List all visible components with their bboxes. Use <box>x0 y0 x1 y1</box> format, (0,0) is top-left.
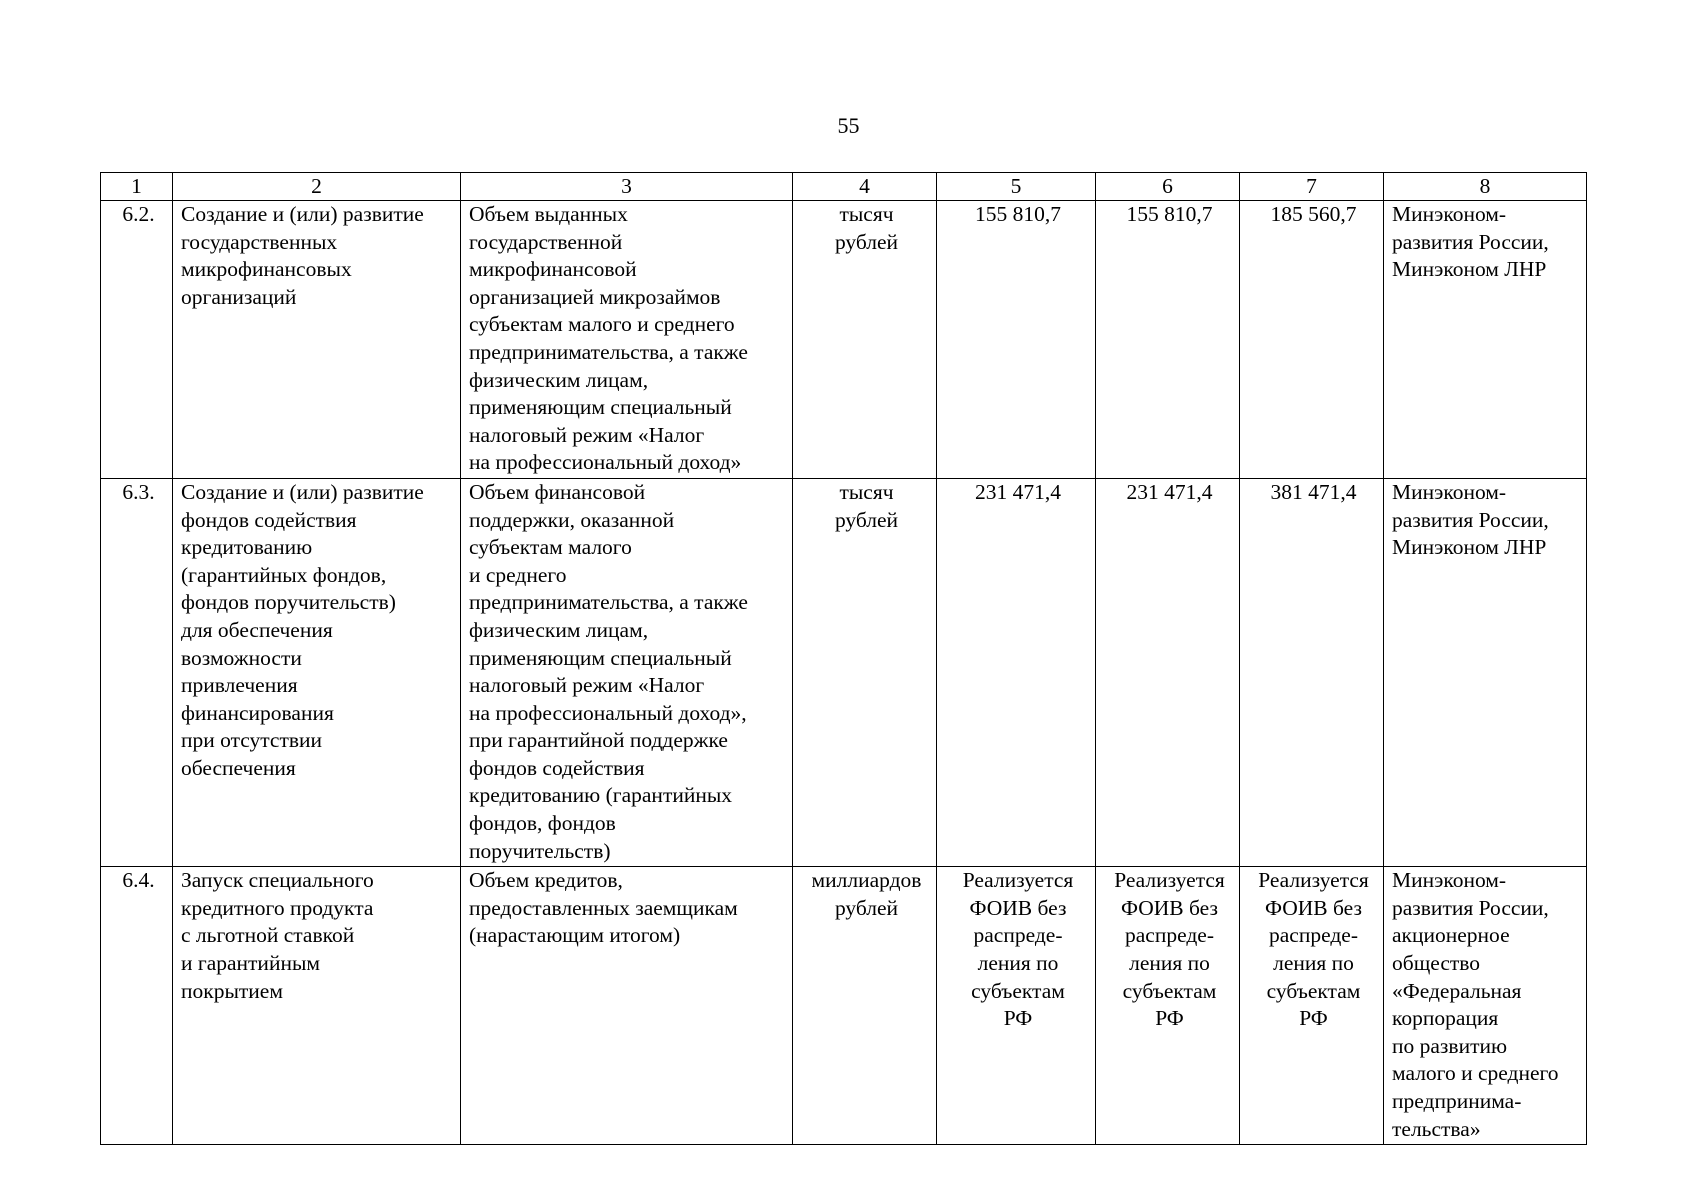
text-line: общество <box>1392 951 1481 976</box>
table-row <box>101 867 1587 1145</box>
text-line: на профессиональный доход», <box>469 700 747 725</box>
indicators-table <box>100 172 1587 1145</box>
text-line: 231 471,4 <box>1126 479 1213 504</box>
text-line: ФОИВ без <box>1121 895 1218 920</box>
text-line: 185 560,7 <box>1270 202 1357 226</box>
text-line: привлечения <box>181 673 298 698</box>
text-line: ления по <box>1129 951 1210 976</box>
text-line: акционерное <box>1392 923 1510 948</box>
indicator-name <box>461 478 793 866</box>
text-line: Реализуется <box>1114 868 1225 893</box>
text-line: и среднего <box>469 562 567 587</box>
text-line: предпринимательства, а также <box>469 339 748 364</box>
text-line: развития России, <box>1392 895 1549 920</box>
text-line: рублей <box>834 895 899 920</box>
value-col-5 <box>937 478 1096 866</box>
text-line: (гарантийных фондов, <box>181 562 387 587</box>
value-col-7 <box>1240 478 1384 866</box>
text-line: Запуск специального <box>181 868 374 893</box>
text-line: при гарантийной поддержке <box>469 728 728 753</box>
text-line: ФОИВ без <box>1265 895 1362 920</box>
unit-of-measure <box>793 201 937 479</box>
column-header: 7 <box>1240 173 1384 201</box>
text-line: субъектам малого и среднего <box>469 312 735 337</box>
text-line: Реализуется <box>1258 868 1369 893</box>
text-line: по развитию <box>1392 1033 1508 1058</box>
indicator-name <box>461 201 793 479</box>
text-line: корпорация <box>1392 1006 1499 1031</box>
text-line: фондов содействия <box>181 507 357 532</box>
text-line: кредитованию (гарантийных <box>469 783 733 808</box>
column-header: 8 <box>1384 173 1587 201</box>
value-col-5 <box>937 201 1096 479</box>
text-line: предпринима- <box>1392 1089 1522 1113</box>
text-line: применяющим специальный <box>469 395 732 420</box>
text-line: налоговый режим «Налог <box>469 422 705 447</box>
value-col-6 <box>1096 867 1240 1145</box>
value-col-6 <box>1096 478 1240 866</box>
row-number: 6.3. <box>101 478 173 866</box>
text-line: миллиардов <box>811 868 922 893</box>
text-line: ления по <box>1273 951 1354 976</box>
row-number: 6.4. <box>101 867 173 1145</box>
text-line: финансирования <box>181 700 334 725</box>
text-line: при отсутствии <box>181 728 323 753</box>
text-line: фондов поручительств) <box>181 590 396 615</box>
text-line: 381 471,4 <box>1270 479 1357 504</box>
text-line: субъектам малого <box>469 535 632 560</box>
text-line: покрытием <box>181 978 283 1003</box>
text-line: фондов, фондов <box>469 811 616 836</box>
text-line: 155 810,7 <box>975 202 1061 226</box>
text-line: тельства» <box>1392 1116 1481 1141</box>
text-line: тысяч <box>839 202 894 226</box>
text-line: государственной <box>469 229 623 254</box>
value-col-7 <box>1240 867 1384 1145</box>
text-line: физическим лицам, <box>469 367 649 392</box>
unit-of-measure <box>793 478 937 866</box>
text-line: физическим лицам, <box>469 617 649 642</box>
table-row <box>101 478 1587 866</box>
text-line: распреде- <box>1269 923 1358 948</box>
text-line: тысяч <box>839 479 894 504</box>
text-line: Минэконом ЛНР <box>1392 257 1547 282</box>
column-header: 1 <box>101 173 173 201</box>
page-number: 55 <box>837 113 860 138</box>
value-col-6 <box>1096 201 1240 479</box>
text-line: Минэконом ЛНР <box>1392 535 1547 560</box>
text-line: 231 471,4 <box>975 479 1061 504</box>
text-line: Создание и (или) развитие <box>181 202 424 226</box>
text-line: поддержки, оказанной <box>469 507 675 532</box>
text-line: рублей <box>834 229 899 254</box>
text-line: субъектам <box>1266 978 1361 1003</box>
column-header: 6 <box>1096 173 1240 201</box>
text-line: фондов содействия <box>469 755 645 780</box>
text-line: применяющим специальный <box>469 645 732 670</box>
text-line: рублей <box>834 507 899 532</box>
text-line: 155 810,7 <box>1126 202 1213 226</box>
text-line: Объем финансовой <box>469 479 646 504</box>
responsible-executors <box>1384 867 1587 1145</box>
measure-name <box>173 478 461 866</box>
text-line: Объем кредитов, <box>469 868 623 893</box>
text-line: Минэконом- <box>1392 868 1507 893</box>
text-line: кредитованию <box>181 535 313 560</box>
text-line: (нарастающим итогом) <box>469 923 681 948</box>
text-line: распреде- <box>973 923 1063 948</box>
responsible-executors <box>1384 201 1587 479</box>
text-line: с льготной ставкой <box>181 923 355 948</box>
text-line: Объем выданных <box>469 202 628 226</box>
text-line: распреде- <box>1125 923 1214 948</box>
text-line: организаций <box>181 284 297 309</box>
column-header: 5 <box>937 173 1096 201</box>
text-line: Реализуется <box>962 868 1074 893</box>
value-col-5 <box>937 867 1096 1145</box>
text-line: микрофинансовой <box>469 257 637 282</box>
text-line: развития России, <box>1392 507 1549 532</box>
value-col-7 <box>1240 201 1384 479</box>
row-number: 6.2. <box>101 201 173 479</box>
text-line: развития России, <box>1392 229 1549 254</box>
text-line: для обеспечения <box>181 617 333 642</box>
table-row <box>101 201 1587 479</box>
text-line: малого и среднего <box>1392 1061 1559 1086</box>
column-header: 3 <box>461 173 793 201</box>
text-line: кредитного продукта <box>181 895 374 920</box>
text-line: Минэконом- <box>1392 202 1507 226</box>
text-line: ления по <box>977 951 1059 976</box>
text-line: РФ <box>1299 1006 1328 1031</box>
column-header: 2 <box>173 173 461 201</box>
text-line: на профессиональный доход» <box>469 450 742 475</box>
text-line: налоговый режим «Налог <box>469 673 705 698</box>
text-line: поручительств) <box>469 838 611 863</box>
text-line: обеспечения <box>181 755 296 780</box>
text-line: РФ <box>1155 1006 1184 1031</box>
text-line: организацией микрозаймов <box>469 284 721 309</box>
measure-name <box>173 201 461 479</box>
text-line: микрофинансовых <box>181 257 352 282</box>
text-line: возможности <box>181 645 302 670</box>
measure-name <box>173 867 461 1145</box>
text-line: субъектам <box>1122 978 1217 1003</box>
responsible-executors <box>1384 478 1587 866</box>
text-line: предоставленных заемщикам <box>469 895 738 920</box>
text-line: Минэконом- <box>1392 479 1507 504</box>
text-line: и гарантийным <box>181 951 321 976</box>
text-line: ФОИВ без <box>969 895 1067 920</box>
text-line: РФ <box>1003 1006 1033 1031</box>
text-line: предпринимательства, а также <box>469 590 748 615</box>
column-header: 4 <box>793 173 937 201</box>
column-numbers-row <box>101 173 1587 201</box>
text-line: Создание и (или) развитие <box>181 479 424 504</box>
text-line: государственных <box>181 229 338 254</box>
unit-of-measure <box>793 867 937 1145</box>
text-line: субъектам <box>971 978 1065 1003</box>
text-line: «Федеральная <box>1392 978 1522 1003</box>
indicator-name <box>461 867 793 1145</box>
